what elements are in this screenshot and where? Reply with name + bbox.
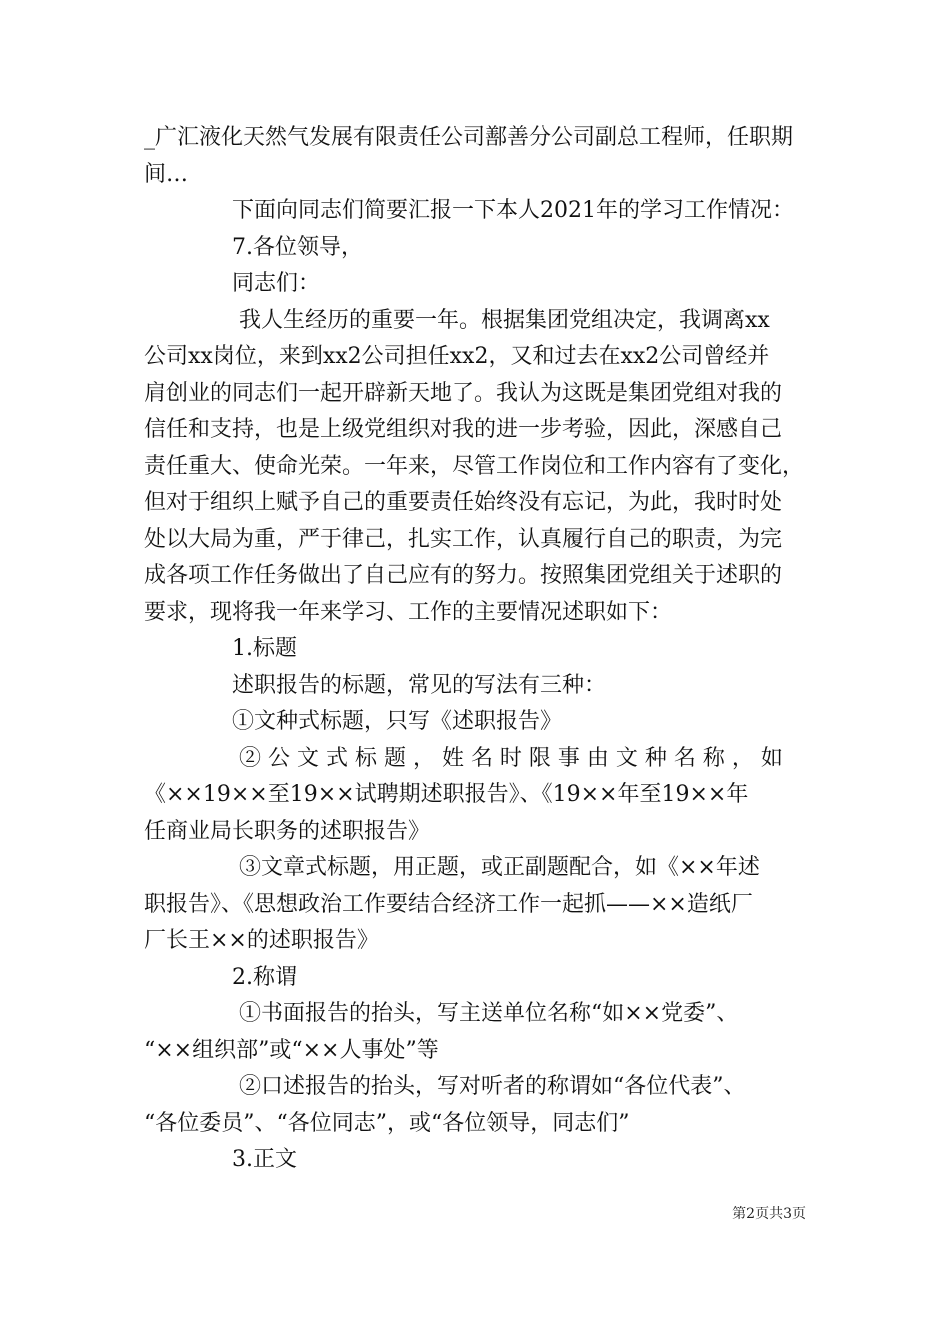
text-line: 我人生经历的重要一年。根据集团党组决定，我调离xx <box>144 307 770 333</box>
text-line: 2.称谓 <box>144 964 297 990</box>
text-line: 但对于组织上赋予自己的重要责任始终没有忘记，为此，我时时处 <box>144 490 783 515</box>
text-line: 间… <box>144 161 189 187</box>
text-line: 责任重大、使命光荣。一年来，尽管工作岗位和工作内容有了变化， <box>144 453 805 479</box>
text-line: ①文种式标题，只写《述职报告》 <box>144 709 563 734</box>
text-line: 信任和支持，也是上级党组织对我的进一步考验，因此，深感自己 <box>144 417 783 442</box>
text-line: “××组织部”或“××人事处”等 <box>144 1037 439 1063</box>
text-line: 《××19××至19××试聘期述职报告》、《19××年至19××年 <box>144 782 749 807</box>
text-line: 同志们： <box>144 271 321 296</box>
text-line: 7.各位领导， <box>144 234 363 260</box>
text-line: 要求，现将我一年来学习、工作的主要情况述职如下： <box>144 599 673 625</box>
text-line: “各位委员”、“各位同志”，或“各位领导，同志们” <box>144 1110 630 1136</box>
text-line: 述职报告的标题，常见的写法有三种： <box>144 672 607 698</box>
text-line: 1.标题 <box>144 636 297 661</box>
page-number: 第2页共3页 <box>732 1206 806 1222</box>
document-body <box>144 120 812 1179</box>
text-line: _广汇液化天然气发展有限责任公司鄯善分公司副总工程师，任职期 <box>144 125 794 150</box>
text-line: 任商业局长职务的述职报告》 <box>144 818 431 844</box>
text-line: 处以大局为重，严于律己，扎实工作，认真履行自己的职责，为完 <box>144 526 783 552</box>
text-line: 厂长王××的述职报告》 <box>144 928 379 953</box>
text-line: ①书面报告的抬头，写主送单位名称“如××党委”、 <box>144 1001 739 1026</box>
text-line: 公司xx岗位，来到xx2公司担任xx2，又和过去在xx2公司曾经并 <box>144 344 770 369</box>
text-line: 成各项工作任务做出了自己应有的努力。按照集团党组关于述职的 <box>144 563 783 588</box>
text-line: ②口述报告的抬头，写对听者的称谓如“各位代表”、 <box>144 1074 746 1099</box>
text-line: 下面向同志们简要汇报一下本人2021年的学习工作情况： <box>144 198 794 223</box>
text-line: ③文章式标题，用正题，或正副题配合，如《××年述 <box>144 855 760 880</box>
text-line: ② 公 文 式 标 题 ， 姓 名 时 限 事 由 文 种 名 称 ， 如 <box>144 745 783 771</box>
text-line: 3.正文 <box>144 1147 297 1172</box>
text-line: 肩创业的同志们一起开辟新天地了。我认为这既是集团党组对我的 <box>144 380 783 406</box>
text-line: 职报告》、《思想政治工作要结合经济工作一起抓——××造纸厂 <box>144 891 753 917</box>
